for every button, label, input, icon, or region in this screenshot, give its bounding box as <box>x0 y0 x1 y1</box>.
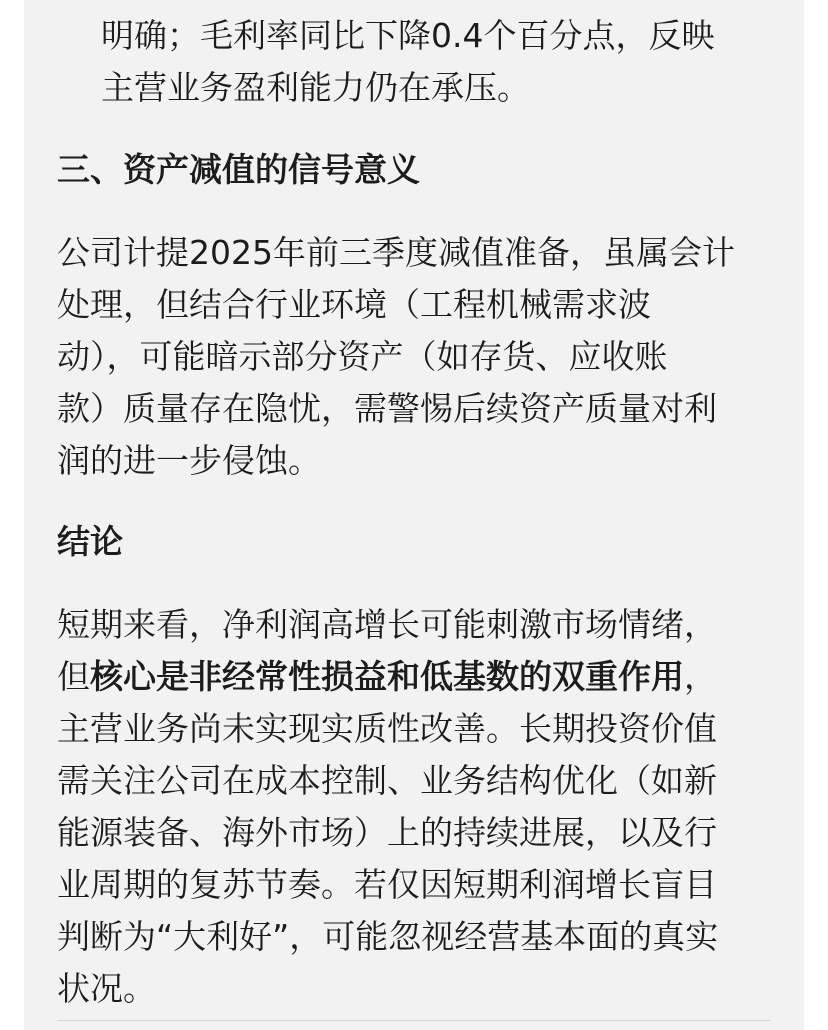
paragraph-line: 需关注公司在成本控制、业务结构优化（如新 <box>57 761 717 800</box>
paragraph-line: 状况。 <box>57 969 156 1008</box>
paragraph-line: 明确；毛利率同比下降0.4个百分点，反映 <box>101 16 715 55</box>
conclusion-heading: 结论 <box>57 522 123 561</box>
paragraph-line: 款）质量存在隐忧，需警惕后续资产质量对利 <box>57 389 717 428</box>
paragraph-line: 主营业务尚未实现实质性改善。长期投资价值 <box>57 709 717 748</box>
paragraph-line: 业周期的复苏节奏。若仅因短期利润增长盲目 <box>57 865 717 904</box>
paragraph-line: 公司计提2025年前三季度减值准备，虽属会计 <box>57 233 735 272</box>
text-span: ， <box>684 657 717 696</box>
paragraph-line: 处理，但结合行业环境（工程机械需求波 <box>57 285 651 324</box>
paragraph-line: 能源装备、海外市场）上的持续进展，以及行 <box>57 813 717 852</box>
paragraph-line: 判断为“大利好”，可能忽视经营基本面的真实 <box>57 917 719 956</box>
paragraph-line: 润的进一步侵蚀。 <box>57 441 321 480</box>
divider <box>57 1020 771 1021</box>
paragraph-line: 主营业务盈利能力仍在承压。 <box>101 68 530 107</box>
bold-emphasis: 核心是非经常性损益和低基数的双重作用 <box>90 657 684 696</box>
paragraph-line: 短期来看，净利润高增长可能刺激市场情绪， <box>57 605 717 644</box>
paragraph-line-emphasis <box>57 651 717 703</box>
text-span: 但 <box>57 657 90 696</box>
section-heading: 三、资产减值的信号意义 <box>57 150 420 189</box>
paragraph-line: 动），可能暗示部分资产（如存货、应收账 <box>57 337 668 376</box>
